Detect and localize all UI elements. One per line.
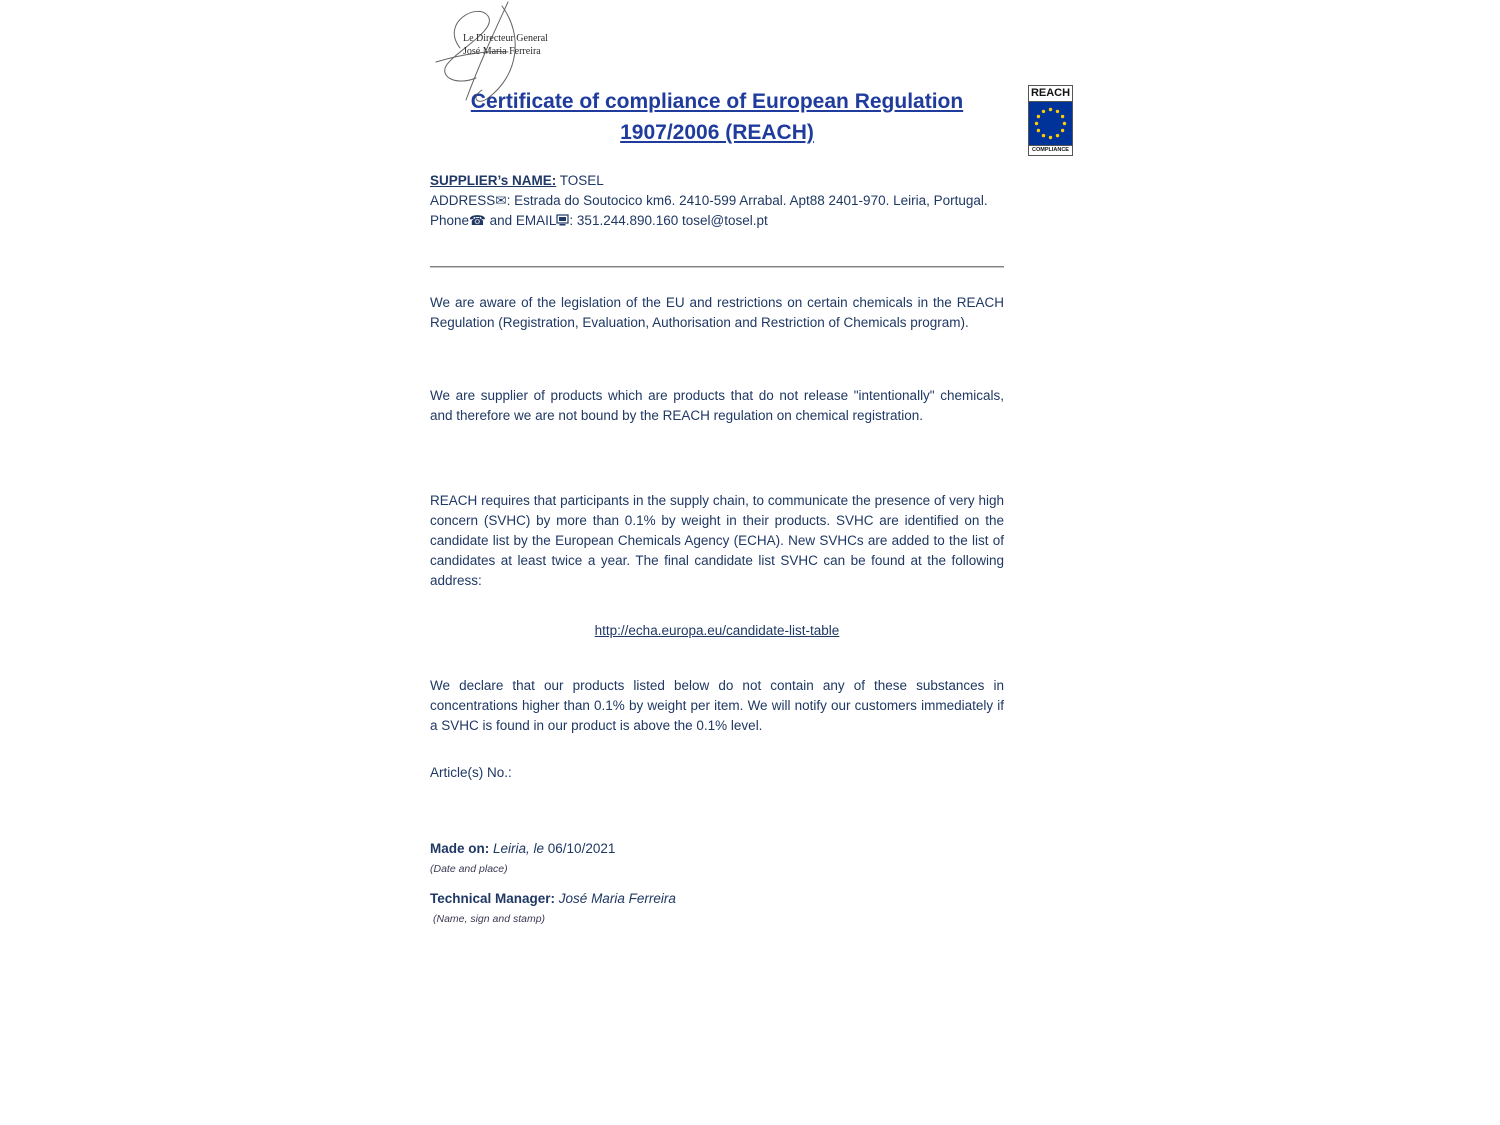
sign-stamp-note: (Name, sign and stamp) xyxy=(433,913,546,925)
address-value: : Estrada do Soutocico km6. 2410-599 Arrabal. Apt88 2401-970. Leiria, Portugal. xyxy=(506,193,988,208)
contact-value: : 351.244.890.160 tosel@tosel.pt xyxy=(569,213,768,228)
title-line-2: 1907/2006 (REACH) xyxy=(620,121,814,144)
paragraph-svhc-requirements: REACH requires that participants in the supply chain, to communicate the presence of very high concern (SVHC) by more than 0.1% by weight in their products. SVHC are identified on the candidate list by the European Chemicals Agency (ECHA). New SVHCs are added to the list of candidates at least twice a year. The final candidate list SVHC can be found at the following address: xyxy=(430,493,1004,588)
envelope-icon: ✉ xyxy=(495,193,507,208)
candidate-list-link-line xyxy=(430,621,1004,641)
email-label: and EMAIL xyxy=(485,213,557,228)
stamp-line-2: José Maria Ferreira xyxy=(463,46,541,57)
paragraph-reach-awareness: We are aware of the legislation of the EU and restrictions on certain chemicals in the REACH Regulation (Registration, Evaluation, Authorisation and Restriction of Chemicals program). xyxy=(430,295,1004,330)
phone-icon: ☎ xyxy=(469,213,486,228)
made-on-label: Made on: xyxy=(430,841,490,856)
candidate-list-link[interactable]: http://echa.europa.eu/candidate-list-table xyxy=(594,623,840,638)
stamp-text xyxy=(463,32,548,58)
made-on-date: 06/10/2021 xyxy=(547,841,616,856)
technical-manager-label: Technical Manager: xyxy=(430,891,556,906)
eu-flag-icon xyxy=(1029,102,1072,145)
signature-area xyxy=(430,0,610,115)
technical-manager-line xyxy=(430,889,1004,909)
document-content xyxy=(430,0,1004,1125)
supplier-name-value: TOSEL xyxy=(556,173,604,188)
articles-line: Article(s) No.: xyxy=(430,765,512,780)
made-on-place: Leiria, le xyxy=(489,841,548,856)
logo-reach-text: REACH xyxy=(1029,86,1072,102)
paragraph-declaration: We declare that our products listed below do not contain any of these substances in concentrations higher than 0.1% by weight per item. We will notify our customers immediately if a SVHC is found in our product is above the 0.1% level. xyxy=(430,678,1004,733)
reach-compliance-logo xyxy=(1028,85,1073,156)
horizontal-divider xyxy=(430,266,1004,268)
phone-label: Phone xyxy=(430,213,470,228)
paragraph-supplier-statement: We are supplier of products which are products that do not release "intentionally" chemicals, and therefore we are not bound by the REACH regulation on chemical registration. xyxy=(430,388,1004,423)
supplier-block xyxy=(430,171,1004,231)
computer-icon xyxy=(556,211,569,231)
stamp-line-1: Le Directeur General xyxy=(463,33,548,44)
made-on-line xyxy=(430,839,1004,859)
technical-manager-name: José Maria Ferreira xyxy=(555,891,676,906)
address-label: ADDRESS xyxy=(430,193,496,208)
title-line-1: Certificate of compliance of European Regulation xyxy=(470,90,964,113)
date-place-note: (Date and place) xyxy=(430,863,508,875)
supplier-name-label: SUPPLIER’s NAME: xyxy=(430,173,557,188)
logo-compliance-text: COMPLIANCE xyxy=(1029,145,1072,155)
